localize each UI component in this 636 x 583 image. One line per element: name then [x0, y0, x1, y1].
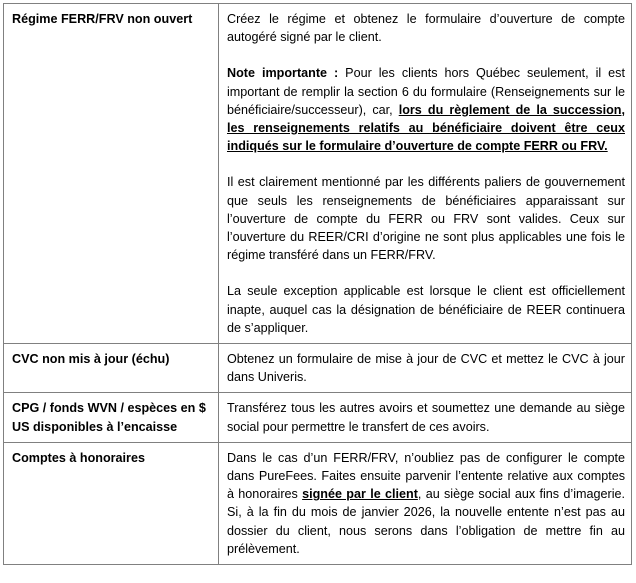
row-label: Régime FERR/FRV non ouvert — [4, 4, 219, 344]
table-row — [4, 442, 632, 564]
row-content — [219, 344, 632, 393]
table-row — [4, 393, 632, 442]
important-note — [227, 64, 625, 155]
note-text: Pour les clients hors Québec seulement, il est important de remplir la section 6 du formulaire (Renseignements sur le bénéficiaire/successeur), car, — [227, 66, 625, 117]
instructions-table — [3, 3, 632, 565]
row-label: CVC non mis à jour (échu) — [4, 344, 219, 393]
paragraph: Obtenez un formulaire de mise à jour de CVC et mettez le CVC à jour dans Univeris. — [227, 352, 625, 385]
paragraph — [227, 449, 625, 558]
row-content — [219, 442, 632, 564]
row-label: Comptes à honoraires — [4, 442, 219, 564]
row-label: CPG / fonds WVN / espèces en $ US disponibles à l’encaisse — [4, 393, 219, 442]
table-row — [4, 4, 632, 344]
paragraph: Il est clairement mentionné par les différents paliers de gouvernement que seuls les renseignements de bénéficiaires apparaissant sur l’ouverture de compte du FERR ou FRV sont valides. Ceux sur l’ouverture du REER/CRI d’origine ne sont plus applicables une fois le régime transféré dans un FERR/FRV. — [227, 175, 625, 263]
text-before: Dans le cas d’un FERR/FRV, n’oubliez pas de configurer le compte dans PureFees. Faites ensuite parvenir l’entente relative aux comptes à honoraires — [227, 450, 625, 502]
paragraph: Créez le régime et obtenez le formulaire d’ouverture de compte autogéré signé par le client. — [227, 12, 625, 45]
row-content — [219, 4, 632, 344]
row-content — [219, 393, 632, 442]
note-emphasis: lors du règlement de la succession, les renseignements relatifs au bénéficiaire doivent être ceux indiqués sur le formulaire d’ouverture de compte FERR ou FRV. — [227, 102, 625, 154]
note-label: Note importante — [227, 66, 328, 81]
note-separator: : — [327, 66, 346, 81]
paragraph: La seule exception applicable est lorsque le client est officiellement inapte, auquel cas la désignation de bénéficiaire de REER continuera de s’appliquer. — [227, 284, 625, 335]
text-after: , au siège social aux fins d’imagerie. Si, à la fin du mois de janvier 2026, la nouvelle entente n’est pas au dossier du client, nous serons dans l’obligation de mettre fin au prélèvement. — [227, 487, 626, 556]
paragraph: Transférez tous les autres avoirs et soumettez une demande au siège social pour permettre le transfert de ces avoirs. — [227, 401, 625, 434]
table-row — [4, 344, 632, 393]
text-emphasis: signée par le client — [302, 487, 418, 502]
